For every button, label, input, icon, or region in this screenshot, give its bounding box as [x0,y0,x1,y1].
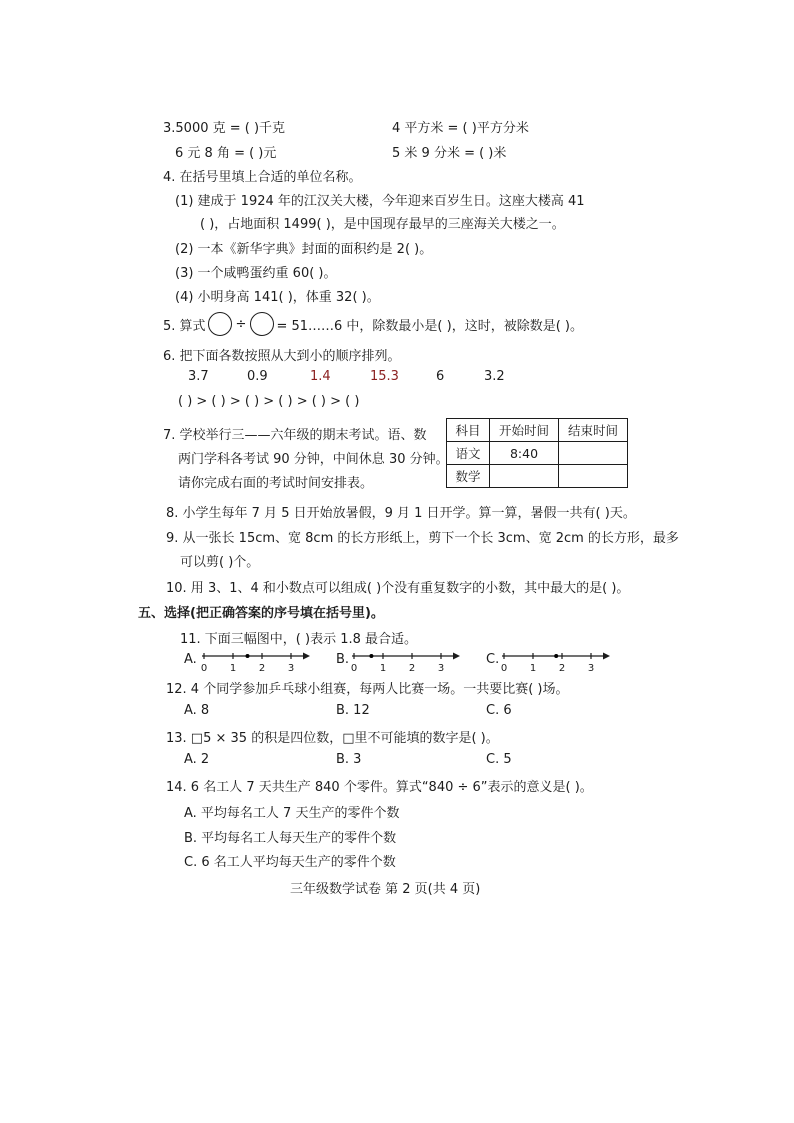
number-line-marked-point [246,654,250,658]
q3-line2-right: 5 米 9 分米 = ( )米 [392,146,507,161]
arrow-icon [303,653,310,660]
q6-number-4: 15.3 [370,369,399,384]
number-line-tick-label: 1 [379,663,387,672]
number-line-tick-label: 3 [587,663,595,672]
page-footer: 三年级数学试卷 第 2 页(共 4 页) [290,882,481,897]
q4-line4: (3) 一个咸鸭蛋约重 60( )。 [175,266,337,281]
number-line-marked-point [369,654,373,658]
q14-stem: 14. 6 名工人 7 天共生产 840 个零件。算式“840 ÷ 6”表示的意义是( )。 [166,780,593,795]
q6-number-3: 1.4 [310,369,331,384]
q3-line1-right: 4 平方米 = ( )平方分米 [392,121,529,136]
q3-line1-left: 3.5000 克 = ( )千克 [163,121,286,136]
schedule-cell: 8:40 [490,442,559,465]
q13-stem: 13. □5 × 35 的积是四位数，□里不可能填的数字是( )。 [166,731,499,746]
q11-option-c-label: C. [486,652,500,667]
exam-schedule-table [446,418,628,488]
number-line-tick-label: 3 [287,663,295,672]
number-line-tick-label: 0 [350,663,358,672]
q13-option-a: A. 2 [184,752,210,767]
q3-line2-left: 6 元 8 角 = ( )元 [175,146,277,161]
schedule-cell: 语文 [447,442,490,465]
q9-line2: 可以剪( )个。 [180,555,260,570]
q12-option-b: B. 12 [336,703,370,718]
q4-line3: (2) 一本《新华字典》封面的面积约是 2( )。 [175,242,433,257]
q6-number-6: 3.2 [484,369,505,384]
q8: 8. 小学生每年 7 月 5 日开始放暑假，9 月 1 日开学。算一算，暑假一共有( )天。 [166,506,636,521]
q12-stem: 12. 4 个同学参加乒乓球小组赛，每两人比赛一场。一共要比赛( )场。 [166,682,569,697]
q6-number-5: 6 [436,369,445,384]
schedule-header-row [447,419,628,442]
q4-line2: ( )，占地面积 1499( )，是中国现存最早的三座海关大楼之一。 [200,217,565,232]
q12-option-c: C. 6 [486,703,512,718]
q10: 10. 用 3、1、4 和小数点可以组成( )个没有重复数字的小数，其中最大的是( )。 [166,581,630,596]
number-line-tick-label: 3 [437,663,445,672]
q4-line5: (4) 小明身高 141( )，体重 32( )。 [175,290,380,305]
q5-line [163,312,583,336]
number-line-tick-label: 0 [500,663,508,672]
number-line-tick-label: 1 [229,663,237,672]
number-line-c [500,648,612,672]
number-line-tick-label: 2 [258,663,266,672]
q13-option-b: B. 3 [336,752,362,767]
q14-option-a: A. 平均每名工人 7 天生产的零件个数 [184,806,400,821]
q6-number-1: 3.7 [188,369,209,384]
q14-option-c: C. 6 名工人平均每天生产的零件个数 [184,855,396,870]
number-line-tick-label: 0 [200,663,208,672]
q4-line1: (1) 建成于 1924 年的江汉关大楼，今年迎来百岁生日。这座大楼高 41 [175,194,585,209]
number-line-tick-label: 1 [529,663,537,672]
q13-option-c: C. 5 [486,752,512,767]
q5-suffix: = 51……6 中，除数最小是( )，这时，被除数是( )。 [276,318,583,334]
number-line-tick-label: 2 [408,663,416,672]
schedule-header-subject: 科目 [447,419,490,442]
q6-answer-blanks: ( ) > ( ) > ( ) > ( ) > ( ) > ( ) [178,394,360,409]
q11-stem: 11. 下面三幅图中，( )表示 1.8 最合适。 [180,632,418,647]
schedule-row [447,442,628,465]
number-line-a [200,648,312,672]
q7-line2: 两门学科各考试 90 分钟，中间休息 30 分钟。 [178,452,449,467]
schedule-cell-answer [559,442,628,465]
blank-circle-2 [250,312,274,336]
blank-circle-1 [208,312,232,336]
q4-title: 4. 在括号里填上合适的单位名称。 [163,170,362,185]
schedule-header-end: 结束时间 [559,419,628,442]
q6-title: 6. 把下面各数按照从大到小的顺序排列。 [163,349,401,364]
schedule-header-start: 开始时间 [490,419,559,442]
q6-number-2: 0.9 [247,369,268,384]
section-5-heading: 五、选择(把正确答案的序号填在括号里)。 [138,606,384,621]
schedule-cell: 数学 [447,465,490,488]
schedule-cell-answer [490,465,559,488]
q11-option-b-label: B. [336,652,350,667]
q7-line3: 请你完成右面的考试时间安排表。 [178,476,374,491]
q11-option-a-label: A. [184,652,197,667]
q9-line1: 9. 从一张长 15cm、宽 8cm 的长方形纸上，剪下一个长 3cm、宽 2cm 的长方形，最多 [166,531,679,546]
number-line-marked-point [554,654,558,658]
q7-line1: 7. 学校举行三——六年级的期末考试。语、数 [163,428,427,443]
schedule-cell-answer [559,465,628,488]
number-line-b [350,648,462,672]
q12-option-a: A. 8 [184,703,210,718]
number-line-tick-label: 2 [558,663,566,672]
q5-prefix: 5. 算式 [163,318,206,334]
q5-division-sign: ÷ [235,316,247,332]
arrow-icon [603,653,610,660]
schedule-row [447,465,628,488]
q14-option-b: B. 平均每名工人每天生产的零件个数 [184,831,397,846]
arrow-icon [453,653,460,660]
